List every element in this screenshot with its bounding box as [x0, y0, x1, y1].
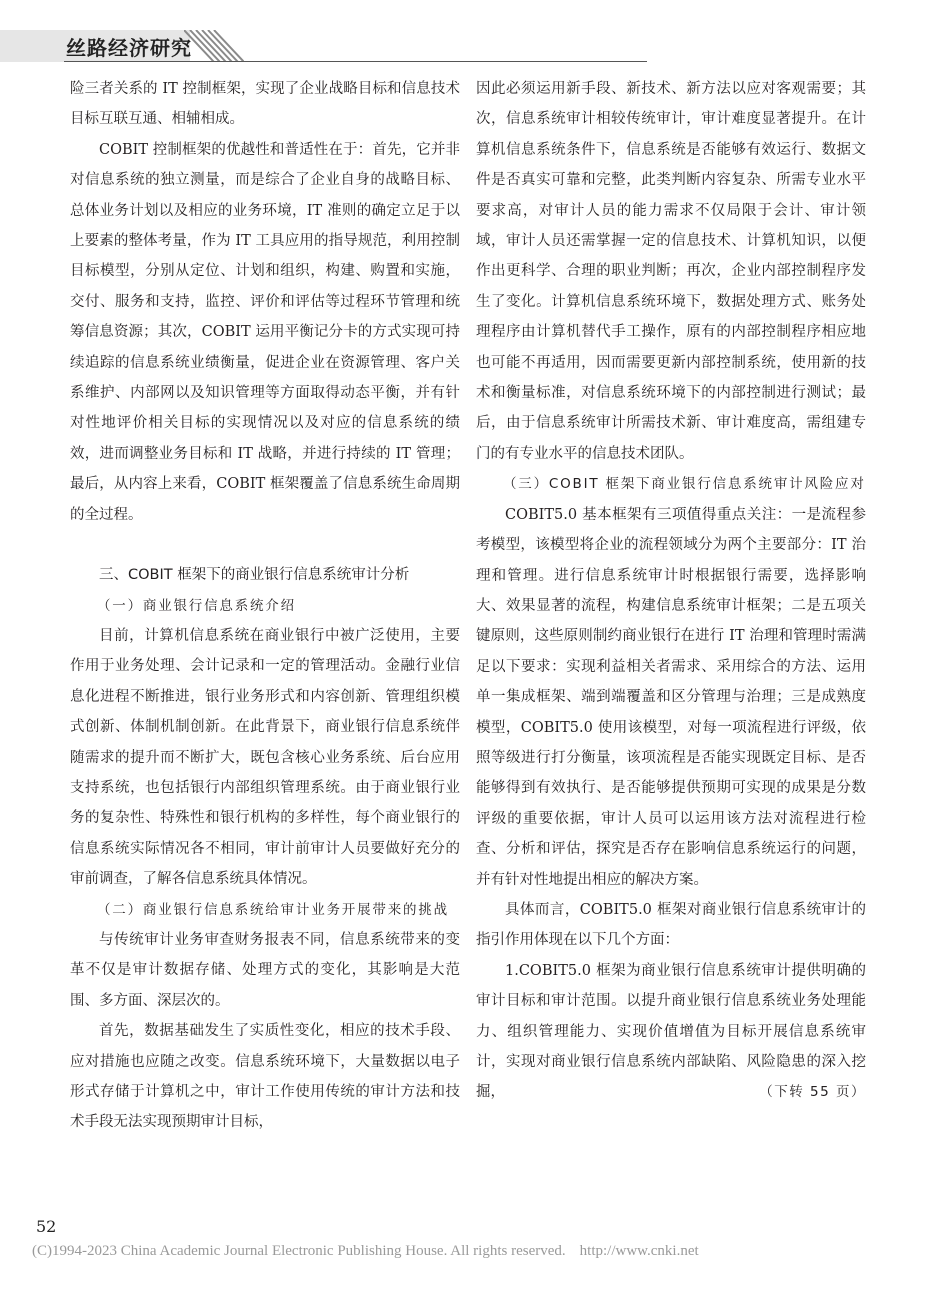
body-paragraph	[476, 956, 866, 1108]
body-paragraph: 与传统审计业务审查财务报表不同，信息系统带来的变革不仅是审计数据存储、处理方式的变化，其影响是大范围、多方面、深层次的。	[70, 931, 460, 1009]
body-paragraph: COBIT5.0 基本框架有三项值得重点关注：一是流程参考模型，该模型将企业的流程领域分为两个主要部分：IT 治理和管理。进行信息系统审计时根据银行需要，选择影响大、效果显著的流程，构建信息系统审计框架；二是五项关键原则，这些原则制约商业银行在进行 IT 治理和管理时需满足以下要求：实现利益相关者需求、采用综合的方法、运用单一集成框架、端到端覆盖和区分管理与治理；三是成熟度模型，COBIT5.0 使用该模型，对每一项流程进行评级，依照等级进行打分衡量，该项流程是否能实现既定目标、是否能够得到有效执行、是否能够提供预期可实现的成果是分数评级的重要依据，审计人员可以运用该方法对流程进行检查、分析和评估，探究是否存在影响信息系统运行的问题，并有针对性地提出相应的解决方案。	[476, 506, 866, 888]
body-paragraph: 具体而言，COBIT5.0 框架对商业银行信息系统审计的指引作用体现在以下几个方面：	[476, 901, 866, 949]
header-rule	[64, 61, 647, 62]
page-header	[0, 0, 950, 70]
body-paragraph: 因此必须运用新手段、新技术、新方法以应对客观需要；其次，信息系统审计相较传统审计，审计难度显著提升。在计算机信息系统条件下，信息系统是否能够有效运行、数据文件是否真实可靠和完整，此类判断内容复杂、所需专业水平要求高，对审计人员的能力需求不仅局限于会计、审计领域，审计人员还需掌握一定的信息技术、计算机知识，以便作出更科学、合理的职业判断；再次，企业内部控制程序发生了变化。计算机信息系统环境下，数据处理方式、账务处理程序由计算机替代手工操作，原有的内部控制程序相应地也可能不再适用，因而需要更新内部控制系统，使用新的技术和衡量标准，对信息系统环境下的内部控制进行测试；最后，由于信息系统审计所需技术新、审计难度高，需组建专门的有专业水平的信息技术团队。	[476, 81, 866, 462]
footer-url: http://www.cnki.net	[579, 1243, 699, 1259]
body-paragraph: 险三者关系的 IT 控制框架，实现了企业战略目标和信息技术目标互联互通、相辅相成。	[70, 81, 460, 128]
body-paragraph: COBIT 控制框架的优越性和普适性在于：首先，它并非对信息系统的独立测量，而是综合了企业自身的战略目标、总体业务计划以及相应的业务环境，IT 准则的确定立足于以上要素的整体考量，作为 IT 工具应用的指导规范，利用控制目标模型，分别从定位、计划和组织，构建、购置和实施，交付、服务和支持，监控、评价和评估等过程环节管理和统筹信息资源；其次，COBIT 运用平衡记分卡的方式实现可持续追踪的信息系统业绩衡量，促进企业在资源管理、客户关系维护、内部网以及知识管理等方面取得动态平衡，并有针对性地评价相关目标的实现情况以及对应的信息系统的绩效，进而调整业务目标和 IT 战略，并进行持续的 IT 管理；最后，从内容上来看，COBIT 框架覆盖了信息系统生命周期的全过程。	[70, 141, 460, 523]
right-column	[476, 74, 866, 1108]
body-paragraph: 首先，数据基础发生了实质性变化，相应的技术手段、应对措施也应随之改变。信息系统环境下，大量数据以电子形式存储于计算机之中，审计工作使用传统的审计方法和技术手段无法实现预期审计目标，	[70, 1023, 460, 1131]
subsection-heading: （三）COBIT 框架下商业银行信息系统审计风险应对	[503, 476, 866, 493]
footer-copyright: (C)1994-2023 China Academic Journal Electronic Publishing House. All rights reserved.	[32, 1243, 566, 1259]
body-paragraph-text: 1.COBIT5.0 框架为商业银行信息系统审计提供明确的审计目标和审计范围。以提升商业银行信息系统业务处理能力、组织管理能力、实现价值增值为目标开展信息系统审计，实现对商业银行信息系统内部缺陷、风险隐患的深入挖掘，	[476, 962, 866, 1101]
page-number: 52	[36, 1217, 57, 1236]
subsection-heading: （二）商业银行信息系统给审计业务开展带来的挑战	[97, 901, 449, 918]
footer	[32, 1243, 699, 1260]
body-paragraph: 目前，计算机信息系统在商业银行中被广泛使用，主要作用于业务处理、会计记录和一定的管理活动。金融行业信息化进程不断推进，银行业务形式和内容创新、管理组织模式创新、体制机制创新。在此背景下，商业银行信息系统伴随需求的提升而不断扩大，既包含核心业务系统、后台应用支持系统，也包括银行内部组织管理系统。由于商业银行业务的复杂性、特殊性和银行机构的多样性，每个商业银行的信息系统实际情况各不相同，审计前审计人员要做好充分的审前调查，了解各信息系统具体情况。	[70, 627, 460, 888]
header-stripes-decoration	[184, 30, 244, 62]
subsection-heading: （一）商业银行信息系统介绍	[97, 597, 296, 614]
section-heading: 三、COBIT 框架下的商业银行信息系统审计分析	[99, 567, 410, 584]
journal-title: 丝路经济研究	[66, 36, 192, 60]
continued-note: （下转 55 页）	[759, 1084, 866, 1101]
left-column	[70, 74, 460, 1138]
